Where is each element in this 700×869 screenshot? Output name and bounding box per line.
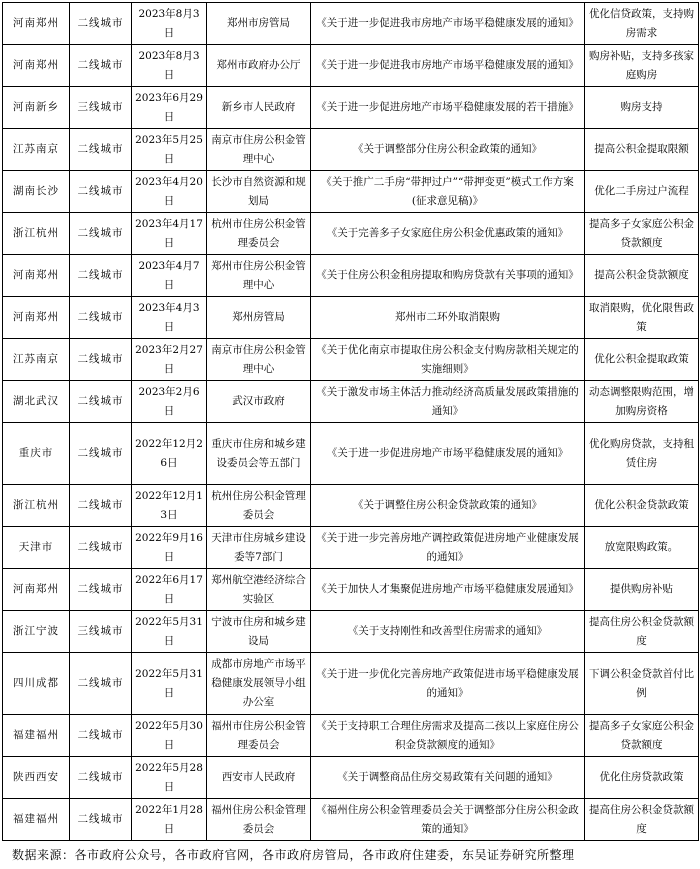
policy-cell: 《关于激发市场主体活力推动经济高质量发展政策措施的通知》 [311,381,585,423]
policy-cell: 《关于进一步促进我市房地产市场平稳健康发展的通知》 [311,3,585,45]
issuer-cell: 宁波市住房和城乡建设局 [207,611,311,653]
content-cell: 优化公积金贷款政策 [585,485,699,527]
table-row [3,255,699,297]
issuer-cell: 福州市住房公积金管理委员会 [207,715,311,757]
content-cell: 提高多子女家庭公积金贷款额度 [585,715,699,757]
issuer-cell: 郑州市房管局 [207,3,311,45]
table-row [3,423,699,485]
date-cell: 2023年6月29日 [132,87,207,129]
issuer-cell: 成都市房地产市场平稳健康发展领导小组办公室 [207,653,311,715]
date-cell: 2022年9月16日 [132,527,207,569]
issuer-cell: 杭州住房公积金管理委员会 [207,485,311,527]
content-cell: 提高住房公积金贷款额度 [585,799,699,841]
issuer-cell: 武汉市政府 [207,381,311,423]
tier-cell: 二线城市 [70,423,132,485]
issuer-cell: 郑州市政府办公厅 [207,45,311,87]
table-row [3,213,699,255]
content-cell: 优化购房贷款，支持租赁住房 [585,423,699,485]
issuer-cell: 天津市住房城乡建设委等7部门 [207,527,311,569]
policy-cell: 《关于调整住房公积金贷款政策的通知》 [311,485,585,527]
date-cell: 2023年5月25日 [132,129,207,171]
city-cell: 江苏南京 [3,339,70,381]
policy-table [2,2,699,841]
content-cell: 优化信贷政策，支持购房需求 [585,3,699,45]
date-cell: 2023年2月27日 [132,339,207,381]
policy-cell: 《关于完善多子女家庭住房公积金优惠政策的通知》 [311,213,585,255]
table-row [3,799,699,841]
tier-cell: 二线城市 [70,569,132,611]
policy-cell: 《关于加快人才集聚促进房地产市场平稳健康发展通知》 [311,569,585,611]
issuer-cell: 长沙市自然资源和规划局 [207,171,311,213]
policy-cell: 《关于住房公积金租房提取和购房贷款有关事项的通知》 [311,255,585,297]
date-cell: 2023年4月3日 [132,297,207,339]
tier-cell: 二线城市 [70,297,132,339]
city-cell: 河南郑州 [3,255,70,297]
table-row [3,527,699,569]
date-cell: 2022年5月31日 [132,611,207,653]
city-cell: 河南新乡 [3,87,70,129]
table-row [3,297,699,339]
tier-cell: 二线城市 [70,653,132,715]
table-row [3,485,699,527]
tier-cell: 二线城市 [70,715,132,757]
content-cell: 提高公积金提取限额 [585,129,699,171]
tier-cell: 二线城市 [70,213,132,255]
date-cell: 2023年8月3日 [132,3,207,45]
city-cell: 福建福州 [3,715,70,757]
date-cell: 2022年12月13日 [132,485,207,527]
tier-cell: 二线城市 [70,339,132,381]
date-cell: 2022年12月26日 [132,423,207,485]
tier-cell: 二线城市 [70,129,132,171]
tier-cell: 三线城市 [70,611,132,653]
date-cell: 2023年4月17日 [132,213,207,255]
date-cell: 2022年1月28日 [132,799,207,841]
tier-cell: 二线城市 [70,3,132,45]
policy-cell: 郑州市二环外取消限购 [311,297,585,339]
content-cell: 购房支持 [585,87,699,129]
policy-cell: 《关于进一步优化完善房地产政策促进市场平稳健康发展的通知》 [311,653,585,715]
city-cell: 浙江杭州 [3,485,70,527]
date-cell: 2023年2月6日 [132,381,207,423]
city-cell: 陕西西安 [3,757,70,799]
issuer-cell: 福州住房公积金管理委员会 [207,799,311,841]
city-cell: 河南郑州 [3,45,70,87]
issuer-cell: 南京市住房公积金管理中心 [207,129,311,171]
source-note: 数据来源：各市政府公众号，各市政府官网，各市政府房管局，各市政府住建委，东吴证券研究所整理 [12,848,575,862]
city-cell: 河南郑州 [3,569,70,611]
content-cell: 提供购房补贴 [585,569,699,611]
city-cell: 河南郑州 [3,3,70,45]
issuer-cell: 南京市住房公积金管理中心 [207,339,311,381]
city-cell: 福建福州 [3,799,70,841]
issuer-cell: 郑州市住房公积金管理中心 [207,255,311,297]
date-cell: 2023年4月20日 [132,171,207,213]
policy-cell: 《关于进一步促进房地产市场平稳健康发展的通知》 [311,423,585,485]
table-row [3,45,699,87]
content-cell: 动态调整限购范围，增加购房资格 [585,381,699,423]
issuer-cell: 重庆市住房和城乡建设委员会等五部门 [207,423,311,485]
city-cell: 浙江杭州 [3,213,70,255]
issuer-cell: 新乡市人民政府 [207,87,311,129]
policy-cell: 《关于调整商品住房交易政策有关问题的通知》 [311,757,585,799]
city-cell: 浙江宁波 [3,611,70,653]
issuer-cell: 郑州房管局 [207,297,311,339]
city-cell: 天津市 [3,527,70,569]
date-cell: 2022年5月28日 [132,757,207,799]
tier-cell: 二线城市 [70,381,132,423]
policy-cell: 《关于推广二手房“带押过户”“带押变更”模式工作方案(征求意见稿)》 [311,171,585,213]
tier-cell: 二线城市 [70,527,132,569]
policy-cell: 《关于进一步促进我市房地产市场平稳健康发展的通知》 [311,45,585,87]
table-row [3,653,699,715]
date-cell: 2022年5月30日 [132,715,207,757]
policy-table-body [3,3,699,841]
content-cell: 放宽限购政策。 [585,527,699,569]
table-row [3,87,699,129]
content-cell: 下调公积金贷款首付比例 [585,653,699,715]
policy-cell: 《关于进一步促进房地产市场平稳健康发展的若干措施》 [311,87,585,129]
table-row [3,569,699,611]
city-cell: 湖南长沙 [3,171,70,213]
content-cell: 优化公积金提取政策 [585,339,699,381]
city-cell: 河南郑州 [3,297,70,339]
content-cell: 提高公积金贷款额度 [585,255,699,297]
policy-cell: 《关于调整部分住房公积金政策的通知》 [311,129,585,171]
tier-cell: 二线城市 [70,255,132,297]
table-row [3,339,699,381]
date-cell: 2022年5月31日 [132,653,207,715]
tier-cell: 二线城市 [70,171,132,213]
table-row [3,3,699,45]
table-row [3,715,699,757]
content-cell: 优化二手房过户流程 [585,171,699,213]
content-cell: 购房补贴，支持多孩家庭购房 [585,45,699,87]
city-cell: 四川成都 [3,653,70,715]
policy-cell: 《关于进一步完善房地产调控政策促进房地产业健康发展的通知》 [311,527,585,569]
table-row [3,129,699,171]
policy-cell: 《关于优化南京市提取住房公积金支付购房款相关规定的实施细则》 [311,339,585,381]
tier-cell: 二线城市 [70,45,132,87]
issuer-cell: 杭州市住房公积金管理委员会 [207,213,311,255]
table-row [3,611,699,653]
content-cell: 取消限购，优化限售政策 [585,297,699,339]
table-row [3,381,699,423]
content-cell: 提高多子女家庭公积金贷款额度 [585,213,699,255]
date-cell: 2023年4月7日 [132,255,207,297]
city-cell: 重庆市 [3,423,70,485]
policy-cell: 《关于支持职工合理住房需求及提高二孩以上家庭住房公积金贷款额度的通知》 [311,715,585,757]
city-cell: 江苏南京 [3,129,70,171]
table-row [3,171,699,213]
content-cell: 提高住房公积金贷款额度 [585,611,699,653]
issuer-cell: 西安市人民政府 [207,757,311,799]
date-cell: 2023年8月3日 [132,45,207,87]
date-cell: 2022年6月17日 [132,569,207,611]
tier-cell: 二线城市 [70,799,132,841]
tier-cell: 二线城市 [70,485,132,527]
tier-cell: 二线城市 [70,757,132,799]
issuer-cell: 郑州航空港经济综合实验区 [207,569,311,611]
city-cell: 湖北武汉 [3,381,70,423]
policy-cell: 《关于支持刚性和改善型住房需求的通知》 [311,611,585,653]
policy-cell: 《福州住房公积金管理委员会关于调整部分住房公积金政策的通知》 [311,799,585,841]
content-cell: 优化住房贷款政策 [585,757,699,799]
tier-cell: 三线城市 [70,87,132,129]
table-row [3,757,699,799]
